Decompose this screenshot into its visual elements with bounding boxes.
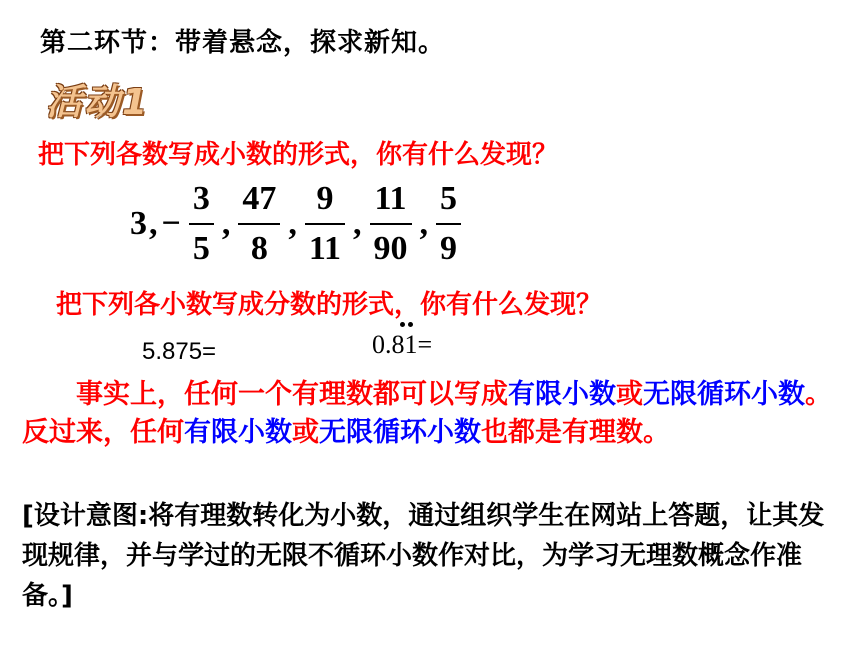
fraction-5-9 (436, 179, 461, 269)
fraction-9-11 (305, 179, 345, 269)
question-decimal-form: 把下列各数写成小数的形式，你有什么发现？ (38, 140, 559, 170)
comma: , (419, 205, 428, 242)
question-fraction-form: 把下列各小数写成分数的形式，你有什么发现？ (56, 290, 603, 320)
comma: , (353, 205, 362, 242)
repeating-dot (400, 322, 405, 327)
numerator: 5 (440, 180, 457, 217)
denominator: 11 (308, 230, 341, 267)
fraction-47-8 (238, 179, 280, 269)
numerator: 11 (374, 180, 407, 217)
fact-text: 或 (292, 417, 319, 448)
repeating-dot (408, 322, 413, 327)
section-title: 第二环节：带着悬念，探求新知。 (40, 28, 446, 58)
decimal-5-875: 5.875= (142, 338, 217, 365)
fraction-bar (238, 223, 280, 225)
fraction-bar (436, 223, 461, 225)
fact-text: 。反过来，任何 (22, 379, 832, 448)
fact-term-repeating: 无限循环小数 (643, 379, 805, 410)
fraction-bar (189, 223, 214, 225)
fraction-3-5 (189, 179, 214, 269)
fact-text: 也都是有理数。 (481, 417, 670, 448)
fact-text: 事实上，任何一个有理数都可以写成 (76, 379, 508, 410)
activity-badge: 活动1 (46, 82, 150, 123)
number-3: 3 (130, 205, 147, 242)
numerator: 47 (242, 180, 277, 217)
denominator: 9 (440, 230, 457, 267)
comma: , (221, 205, 231, 242)
repeating-decimal: 0.81= (372, 330, 433, 359)
minus-sign: − (161, 205, 181, 242)
design-intent-note: [设计意图:将有理数转化为小数，通过组织学生在网站上答题，让其发现规律，并与学过的无限不循环小数作对比，为学习无理数概念作准备。] (22, 501, 825, 611)
numerator: 9 (316, 180, 334, 217)
fraction-11-90 (370, 179, 412, 269)
denominator: 90 (373, 230, 408, 267)
comma: , (149, 205, 158, 242)
number-list (130, 176, 467, 272)
denominator: 8 (250, 230, 268, 267)
numerator: 3 (192, 180, 210, 217)
fact-term-repeating: 无限循环小数 (319, 417, 481, 448)
fact-text: 或 (616, 379, 643, 410)
fact-term-finite: 有限小数 (184, 417, 292, 448)
fact-term-finite: 有限小数 (508, 379, 616, 410)
comma: , (288, 205, 297, 242)
denominator: 5 (192, 230, 210, 267)
fact-paragraph (22, 376, 842, 452)
fraction-bar (370, 223, 412, 225)
fraction-bar (305, 223, 345, 225)
